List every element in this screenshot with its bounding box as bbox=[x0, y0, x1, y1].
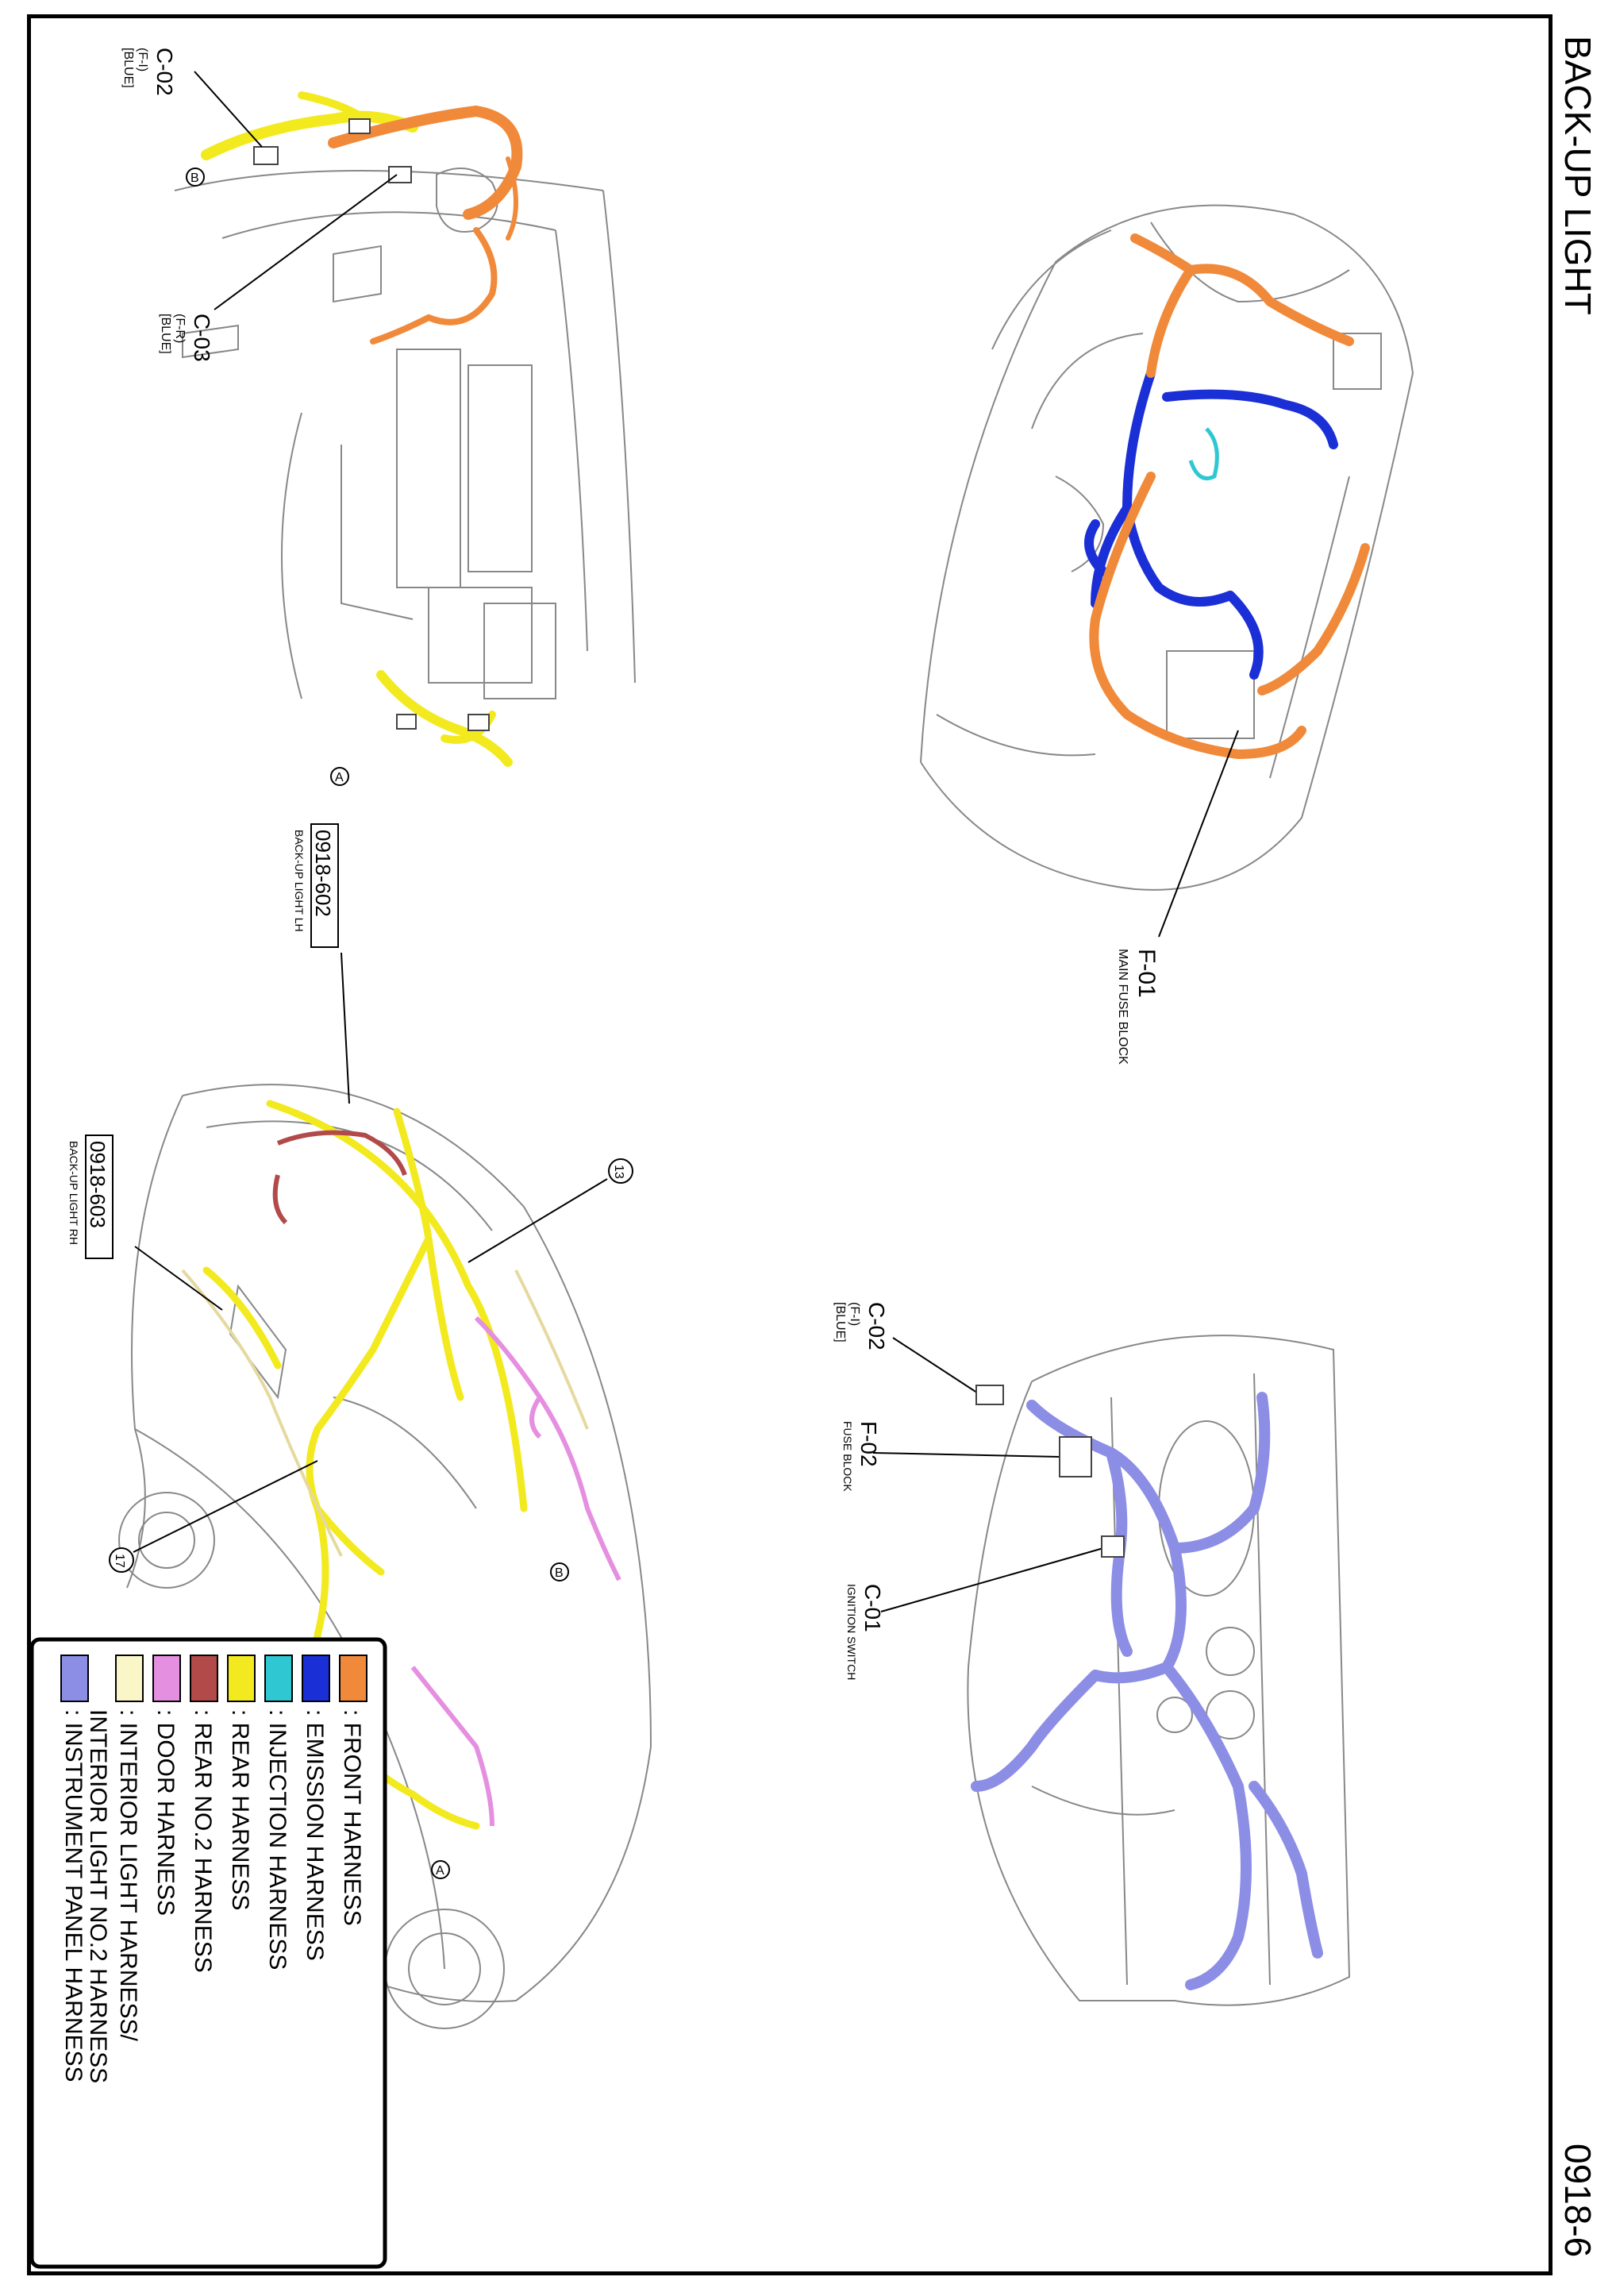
rear-no2-harness bbox=[275, 1133, 405, 1223]
legend-swatch-6 bbox=[116, 1655, 143, 1701]
page-title: BACK-UP LIGHT bbox=[1557, 36, 1599, 315]
marker-a-top bbox=[331, 768, 348, 785]
rear-harness-top bbox=[206, 95, 517, 762]
connector-f01 bbox=[1116, 730, 1238, 1065]
page-number: 0918-6 bbox=[1557, 2144, 1599, 2258]
injection-harness bbox=[1191, 429, 1217, 479]
svg-text:B: B bbox=[555, 1566, 564, 1580]
legend-label-1: : EMISSION HARNESS bbox=[302, 1709, 328, 1961]
svg-text:F-01: F-01 bbox=[1133, 949, 1160, 998]
rh-light-label bbox=[67, 1135, 222, 1310]
legend-label-2: : INJECTION HARNESS bbox=[264, 1709, 290, 1970]
instrument-panel-harness bbox=[976, 1397, 1318, 1985]
svg-text:[BLUE]: [BLUE] bbox=[159, 314, 172, 354]
lh-light-label bbox=[293, 824, 349, 1104]
svg-text:13: 13 bbox=[612, 1165, 625, 1179]
svg-text:BACK-UP LIGHT LH: BACK-UP LIGHT LH bbox=[293, 830, 306, 932]
connector-c02-ip bbox=[833, 1302, 1003, 1404]
legend-label-4: : REAR NO.2 HARNESS bbox=[190, 1709, 216, 1973]
svg-text:17: 17 bbox=[113, 1554, 126, 1568]
svg-text:C-03: C-03 bbox=[190, 314, 214, 362]
marker-a-body bbox=[432, 1861, 449, 1878]
legend-swatch-5 bbox=[153, 1655, 180, 1701]
legend-label-0: : FRONT HARNESS bbox=[339, 1709, 365, 1926]
legend-swatch-2 bbox=[265, 1655, 292, 1701]
connector-c02-top bbox=[121, 48, 262, 186]
svg-text:[BLUE]: [BLUE] bbox=[121, 48, 135, 88]
connector-c01 bbox=[845, 1536, 1124, 1680]
svg-text:C-02: C-02 bbox=[864, 1302, 889, 1350]
marker-b-body bbox=[551, 1563, 568, 1581]
svg-text:FUSE BLOCK: FUSE BLOCK bbox=[841, 1421, 854, 1492]
legend-label-6: : INTERIOR LIGHT HARNESS/ bbox=[115, 1709, 141, 2041]
svg-text:C-02: C-02 bbox=[152, 48, 177, 96]
legend-label-5: : DOOR HARNESS bbox=[152, 1709, 179, 1917]
door-harness bbox=[413, 1318, 619, 1826]
svg-text:F-02: F-02 bbox=[856, 1421, 881, 1467]
svg-text:(F-R): (F-R) bbox=[173, 314, 187, 344]
svg-text:0918-602: 0918-602 bbox=[311, 830, 335, 917]
legend-swatch-7 bbox=[61, 1655, 88, 1701]
svg-text:IGNITION SWITCH: IGNITION SWITCH bbox=[845, 1584, 858, 1681]
svg-text:(F-I): (F-I) bbox=[848, 1302, 861, 1327]
connector-c03-top bbox=[159, 175, 397, 362]
svg-text:MAIN FUSE BLOCK: MAIN FUSE BLOCK bbox=[1116, 949, 1129, 1065]
svg-text:A: A bbox=[436, 1864, 444, 1878]
svg-text:B: B bbox=[190, 171, 199, 185]
legend-label-3: : REAR HARNESS bbox=[227, 1709, 253, 1911]
cabin-left-view bbox=[175, 168, 635, 699]
svg-text:0918-603: 0918-603 bbox=[86, 1141, 110, 1228]
legend-swatch-0 bbox=[340, 1655, 367, 1701]
connector-f02 bbox=[841, 1421, 1091, 1492]
legend-label-7: : INSTRUMENT PANEL HARNESS bbox=[60, 1709, 87, 2082]
legend bbox=[32, 1639, 385, 2267]
legend-swatch-1 bbox=[302, 1655, 329, 1701]
svg-text:(F-I): (F-I) bbox=[136, 48, 149, 72]
svg-text:A: A bbox=[335, 771, 344, 784]
svg-text:C-01: C-01 bbox=[860, 1584, 885, 1632]
legend-swatch-3 bbox=[228, 1655, 255, 1701]
front-harness bbox=[1094, 238, 1365, 754]
svg-text:[BLUE]: [BLUE] bbox=[833, 1302, 847, 1343]
legend-swatch-4 bbox=[190, 1655, 217, 1701]
svg-text:BACK-UP LIGHT RH: BACK-UP LIGHT RH bbox=[67, 1141, 80, 1245]
legend-label-6-line2: INTERIOR LIGHT NO.2 HARNESS bbox=[85, 1709, 111, 2084]
